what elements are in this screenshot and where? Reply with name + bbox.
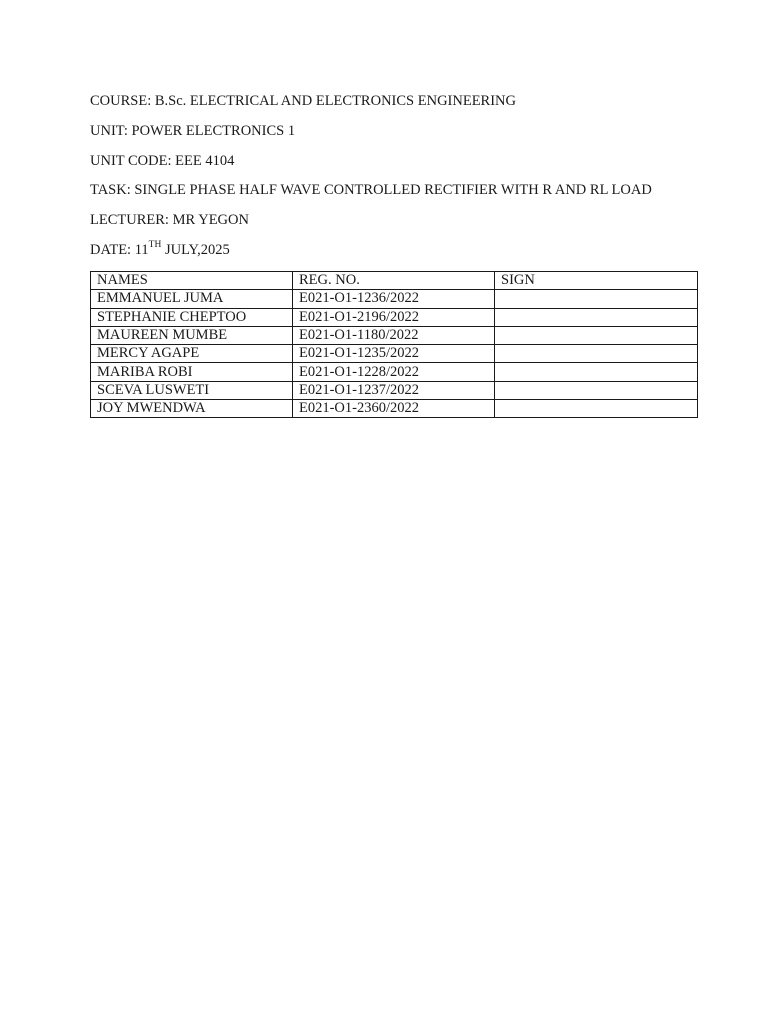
- member-reg-no: E021-O1-1236/2022: [293, 290, 495, 308]
- column-header-sign: SIGN: [495, 272, 698, 290]
- member-reg-no: E021-O1-2360/2022: [293, 400, 495, 418]
- member-sign: [495, 290, 698, 308]
- unit-code-line: UNIT CODE: EEE 4104: [90, 153, 235, 169]
- member-reg-no: E021-O1-1235/2022: [293, 345, 495, 363]
- unit-line: UNIT: POWER ELECTRONICS 1: [90, 123, 296, 139]
- member-sign: [495, 363, 698, 381]
- date-superscript: TH: [148, 240, 162, 251]
- course-line: COURSE: B.Sc. ELECTRICAL AND ELECTRONICS ENGINEERING: [90, 93, 516, 109]
- table-row: [91, 290, 698, 308]
- member-name: SCEVA LUSWETI: [91, 381, 293, 399]
- member-name: STEPHANIE CHEPTOO: [91, 308, 293, 326]
- table-row: [91, 326, 698, 344]
- member-name: MARIBA ROBI: [91, 363, 293, 381]
- member-reg-no: E021-O1-1180/2022: [293, 326, 495, 344]
- column-header-reg-no: REG. NO.: [293, 272, 495, 290]
- member-sign: [495, 345, 698, 363]
- table-row: [91, 308, 698, 326]
- member-name: MAUREEN MUMBE: [91, 326, 293, 344]
- date-suffix: JULY,2025: [161, 242, 230, 258]
- member-sign: [495, 400, 698, 418]
- group-members-table: [90, 271, 698, 418]
- member-reg-no: E021-O1-1237/2022: [293, 381, 495, 399]
- table-row: [91, 363, 698, 381]
- member-name: MERCY AGAPE: [91, 345, 293, 363]
- member-sign: [495, 381, 698, 399]
- member-reg-no: E021-O1-2196/2022: [293, 308, 495, 326]
- lecturer-line: LECTURER: MR YEGON: [90, 212, 249, 228]
- date-line: [90, 241, 230, 259]
- task-line: TASK: SINGLE PHASE HALF WAVE CONTROLLED RECTIFIER WITH R AND RL LOAD: [90, 182, 652, 198]
- member-reg-no: E021-O1-1228/2022: [293, 363, 495, 381]
- date-prefix: DATE: 11: [90, 242, 149, 258]
- column-header-names: NAMES: [91, 272, 293, 290]
- table-header-row: [91, 272, 698, 290]
- member-name: EMMANUEL JUMA: [91, 290, 293, 308]
- member-sign: [495, 308, 698, 326]
- table-row: [91, 345, 698, 363]
- table-row: [91, 400, 698, 418]
- member-sign: [495, 326, 698, 344]
- table-row: [91, 381, 698, 399]
- member-name: JOY MWENDWA: [91, 400, 293, 418]
